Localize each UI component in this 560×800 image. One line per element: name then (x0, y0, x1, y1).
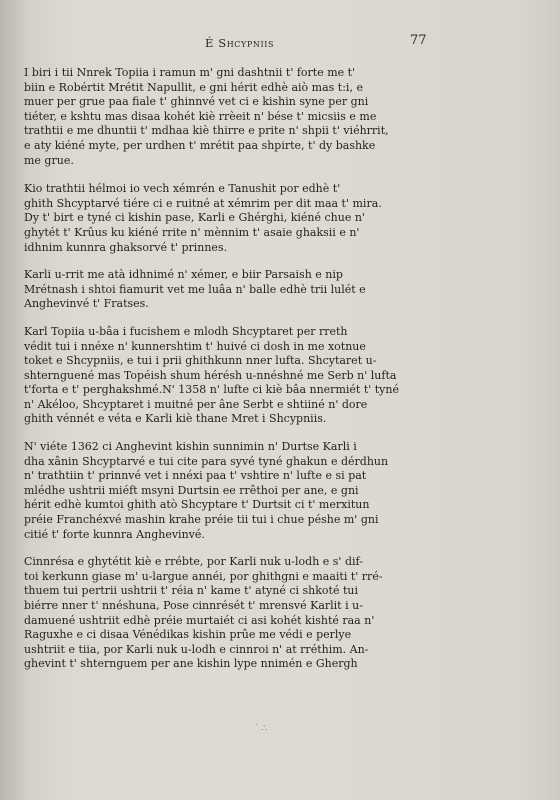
paragraph-5: N' viéte 1362 ci Anghevint kishin sunnimin n' Durtse Karli i dha xânin Shcyptarvé e tui cite para syvé tyné ghakun e dérdhun n' trathtiin t' prinnvé vet i nnéxi paa t' vshtire n' lufte e si pat mlédhe ushtrii miéft msyni Durtsin ee rrêthoi per ane, e gni hérit edhè kumtoi ghith atò Shcyptare t' Durtsit ci t' merxitun préie Franchéxvé mashin krahe préie tii tui i chue péshe m' gni citié t' forte kunnra Anghevinvé. (24, 440, 389, 541)
paragraph-4: Karl Topiia u-bâa i fucishem e mlodh Shcyptaret per rreth védit tui i nnéxe n' kunnershtim t' huivé ci dosh in me xotnue toket e Shcypniis, e tui i prii ghithkunn nner lufta. Shcytaret u- shternguené mas Topéish shum hérésh u-nnéshné me Serb n' lufta t'forta e t' perghakshmé.N' 1358 n' lufte ci kiè bâa nnermiét t' tyné n' Akéloo, Shcyptaret i muitné per âne Serbt e shtiiné n' dore ghith vénnét e véta e Karli kiè thane Mret i Shcypniis. (24, 324, 399, 426)
body-text (24, 66, 444, 685)
paper-blemish: ˙ ∴ (254, 724, 268, 734)
paragraph-1: I biri i tii Nnrek Topiia i ramun m' gni dashtnii t' forte me t' biin e Robértit Mrétit Napullit, e gni hérit edhè aiò mas t:i, e muer per grue paa fiale t' ghinnvé vet ci e kishin syne per gni tiéter, e kshtu mas disaa kohét kiè rrèeit n' bése t' micsiis e me trathtii e me dhuntii t' mdhaa kiè thirre e prite n' shpii t' viéhrrit, e aty kiéné myte, per urdhen t' mrétit paa shpirte, t' dy bashke me grue. (24, 66, 389, 167)
running-title: É Shcypniis (205, 36, 275, 50)
page-header (0, 33, 560, 53)
paragraph-6: Cinnrésa e ghytétit kiè e rrébte, por Karli nuk u-lodh e s' dif- toi kerkunn giase m' u-largue annéi, por ghithgni e maaiti t' rré- thuem tui pertrii ushtrii t' réia n' kame t' atyné ci shkoté tui biérre nner t' nnéshuna, Pose cinnrését t' mrensvé Karlit i u- damuené ushtriit edhè préie murtaiét ci asi kohét kishté raa n' Raguxhe e ci disaa Vénédikas kishin prûe me védi e perlye ushtriit e tiia, por Karli nuk u-lodh e cinnroi n' at rréthim. An- ghevint t' shternguem per ane kishin lype nnimén e Ghergh (24, 555, 383, 671)
page-number: 77 (410, 33, 427, 48)
paragraph-2: Kio trathtii hélmoi io vech xémrén e Tanushit por edhè t' ghith Shcyptarvé tiére ci e ruitné at xémrim per dit maa t' mira. Dy t' birt e tyné ci kishin pase, Karli e Ghérghi, kiéné chue n' ghytét t' Krûus ku kiéné rrite n' mènnim t' asaie ghaksii e n' idhnim kunnra ghaksorvé t' prinnes. (24, 182, 382, 254)
paragraph-3: Karli u-rrit me atà idhnimé n' xémer, e biir Parsaish e nip Mrétnash i shtoi fiamurit vet me luâa n' balle edhè trii lulét e Anghevinvé t' Fratses. (24, 268, 366, 311)
